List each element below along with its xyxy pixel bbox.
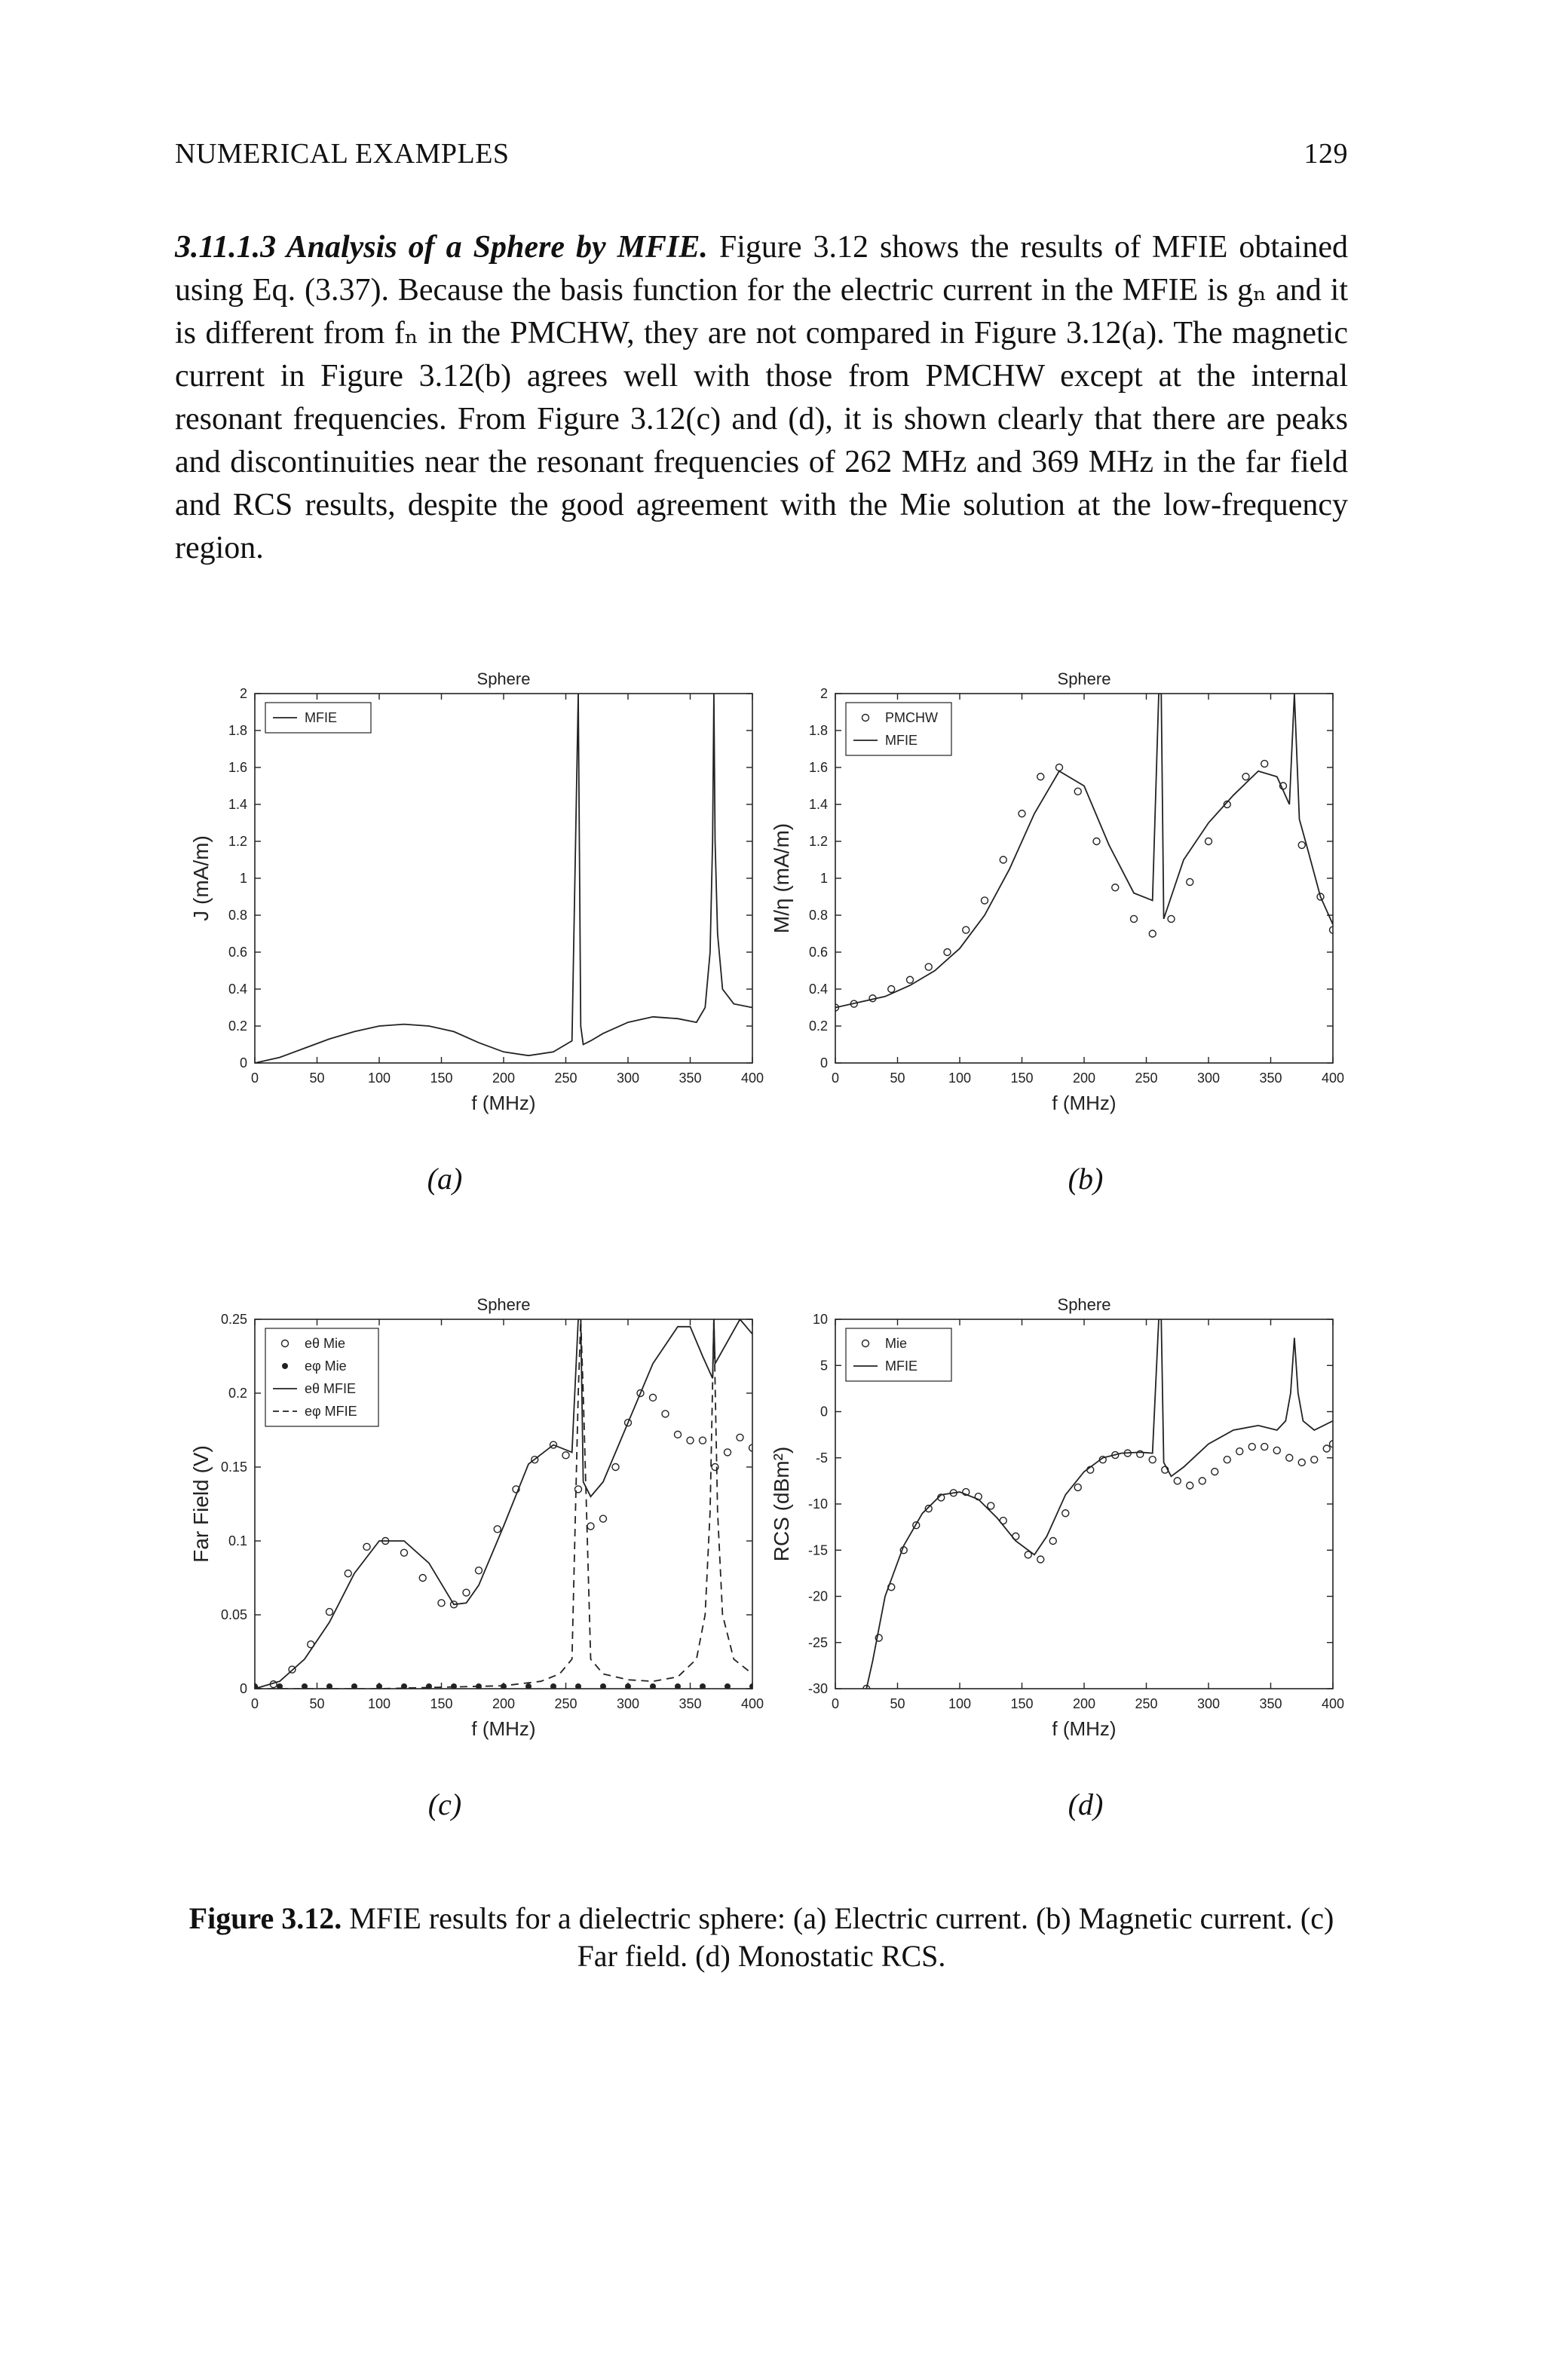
chart-title: Sphere xyxy=(1057,1295,1111,1314)
data-point xyxy=(1074,788,1081,795)
data-point xyxy=(625,1683,631,1689)
data-point xyxy=(302,1683,308,1689)
x-tick-label: 400 xyxy=(740,1071,764,1086)
data-point xyxy=(1062,1510,1069,1517)
x-tick-label: 250 xyxy=(554,1696,577,1711)
data-point xyxy=(612,1464,619,1471)
data-point xyxy=(463,1589,470,1596)
y-tick-label: 5 xyxy=(819,1358,828,1374)
x-tick-label: 100 xyxy=(948,1071,972,1086)
data-point xyxy=(1323,1445,1330,1452)
data-point xyxy=(476,1683,482,1689)
data-point xyxy=(550,1683,556,1689)
data-point xyxy=(888,986,895,993)
x-tick-label: 400 xyxy=(1321,1696,1345,1711)
y-tick-label: 0.25 xyxy=(220,1312,247,1327)
data-point xyxy=(737,1434,743,1441)
data-point xyxy=(675,1683,681,1689)
chart-c xyxy=(188,1289,777,1787)
legend-label: eφ MFIE xyxy=(305,1404,357,1419)
y-tick-label: 2 xyxy=(819,686,828,701)
legend xyxy=(265,703,371,733)
y-tick-label: -25 xyxy=(807,1634,828,1650)
data-point xyxy=(525,1683,532,1689)
panel-label-b: (b) xyxy=(1068,1162,1104,1196)
data-point xyxy=(308,1641,314,1648)
data-point xyxy=(650,1683,656,1689)
legend-label: PMCHW xyxy=(885,710,938,725)
y-tick-label: 0.8 xyxy=(228,908,247,923)
caption-lead: Figure 3.12. xyxy=(188,1901,342,1935)
x-tick-label: 50 xyxy=(890,1696,905,1711)
x-tick-label: 200 xyxy=(1072,1071,1096,1086)
data-point xyxy=(749,1683,755,1689)
data-point xyxy=(988,1502,994,1509)
y-tick-label: 0.6 xyxy=(228,945,247,960)
data-point xyxy=(1205,838,1212,845)
y-tick-label: 10 xyxy=(812,1312,828,1327)
data-point xyxy=(1236,1448,1243,1455)
body-paragraph xyxy=(175,226,1348,570)
figure-panel-b xyxy=(769,663,1357,1161)
y-tick-label: 1.8 xyxy=(228,723,247,738)
data-point xyxy=(1261,1444,1268,1450)
data-point xyxy=(426,1683,432,1689)
data-point xyxy=(1298,841,1305,848)
legend xyxy=(846,1328,951,1381)
x-tick-label: 300 xyxy=(1196,1071,1221,1086)
data-point xyxy=(1286,1454,1293,1461)
data-point xyxy=(944,949,951,956)
y-axis-label: M/η (mA/m) xyxy=(770,822,793,934)
data-point xyxy=(419,1575,426,1582)
data-point xyxy=(1174,1478,1181,1484)
x-axis-label: f (MHz) xyxy=(1052,1717,1117,1740)
data-point xyxy=(1037,1556,1044,1563)
data-point xyxy=(963,927,970,933)
x-tick-label: 200 xyxy=(1072,1696,1096,1711)
plot-frame xyxy=(255,694,752,1063)
y-tick-label: 1.2 xyxy=(808,834,828,849)
page-header xyxy=(175,137,1348,175)
x-tick-label: 350 xyxy=(679,1071,702,1086)
y-tick-label: 1.4 xyxy=(228,797,247,812)
data-point xyxy=(476,1567,482,1574)
chart-title: Sphere xyxy=(476,1295,531,1314)
x-tick-label: 400 xyxy=(1321,1071,1345,1086)
x-tick-label: 350 xyxy=(1259,1071,1282,1086)
data-point xyxy=(1056,764,1063,771)
data-point xyxy=(1112,884,1119,891)
data-point xyxy=(277,1683,283,1689)
panel-label-a: (a) xyxy=(427,1162,463,1196)
data-point xyxy=(494,1526,501,1533)
y-tick-label: 0.1 xyxy=(228,1533,247,1548)
y-tick-label: -30 xyxy=(807,1681,828,1696)
x-tick-label: 250 xyxy=(1135,1071,1158,1086)
data-point xyxy=(1149,930,1156,937)
data-point xyxy=(587,1523,594,1530)
x-tick-label: 300 xyxy=(616,1696,640,1711)
data-point xyxy=(600,1683,606,1689)
data-point xyxy=(1187,1482,1193,1489)
chart-b xyxy=(769,663,1357,1161)
figure-panel-a xyxy=(188,663,777,1161)
legend xyxy=(846,703,951,755)
y-tick-label: 0 xyxy=(819,1055,828,1071)
data-point xyxy=(1298,1459,1305,1466)
y-tick-label: 0.2 xyxy=(228,1018,247,1034)
data-point xyxy=(1261,761,1268,767)
y-tick-label: -15 xyxy=(807,1542,828,1558)
panel-label-c: (c) xyxy=(427,1787,462,1821)
data-point xyxy=(252,1683,258,1689)
chart-a xyxy=(188,663,777,1161)
data-point xyxy=(925,963,932,970)
y-tick-label: 0.8 xyxy=(808,908,828,923)
data-point xyxy=(1000,856,1006,863)
y-tick-label: -10 xyxy=(807,1496,828,1512)
x-tick-label: 100 xyxy=(367,1071,391,1086)
legend xyxy=(265,1328,378,1426)
data-point xyxy=(700,1437,706,1444)
data-point xyxy=(363,1543,370,1550)
x-tick-label: 200 xyxy=(492,1696,516,1711)
y-tick-label: 0.2 xyxy=(808,1018,828,1034)
series-group xyxy=(255,694,752,1063)
x-tick-label: 50 xyxy=(890,1071,905,1086)
page-number: 129 xyxy=(1304,138,1348,170)
x-tick-label: 150 xyxy=(430,1071,453,1086)
x-tick-label: 0 xyxy=(831,1071,840,1086)
data-point xyxy=(1037,773,1044,780)
y-tick-label: 0.2 xyxy=(228,1386,247,1401)
data-point xyxy=(438,1600,445,1607)
data-point xyxy=(1000,1518,1006,1524)
data-point xyxy=(712,1464,718,1471)
y-tick-label: 2 xyxy=(239,686,247,701)
data-point xyxy=(1273,1447,1280,1453)
x-tick-label: 100 xyxy=(367,1696,391,1711)
data-point xyxy=(1224,1456,1230,1463)
y-tick-label: 0.15 xyxy=(220,1460,247,1475)
y-tick-label: 1.4 xyxy=(808,797,828,812)
y-axis-label: RCS (dBm²) xyxy=(770,1446,793,1562)
x-tick-label: 300 xyxy=(616,1071,640,1086)
y-tick-label: 1.6 xyxy=(808,760,828,775)
x-tick-label: 250 xyxy=(554,1071,577,1086)
y-tick-label: 0 xyxy=(239,1055,247,1071)
x-tick-label: 350 xyxy=(1259,1696,1282,1711)
section-text: Figure 3.12 shows the results of MFIE obtained using Eq. (3.37). Because the basis function for the electric current in the MFIE is gₙ and it is different from fₙ in the PMCHW, they are not compared in Figure 3.12(a). The magnetic current in Figure 3.12(b) agrees well with those from PMCHW except at the internal resonant frequencies. From Figure 3.12(c) and (d), it is shown clearly that there are peaks and discontinuities near the resonant frequencies of 262 MHz and 369 MHz in the far field and RCS results, despite the good agreement with the Mie solution at the low-frequency region. xyxy=(175,230,1348,565)
caption-text: MFIE results for a dielectric sphere: (a) Electric current. (b) Magnetic current. (c) Far field. (d) Monostatic RCS. xyxy=(342,1901,1334,1973)
legend-label: MFIE xyxy=(885,733,918,748)
x-tick-label: 250 xyxy=(1135,1696,1158,1711)
y-tick-label: -5 xyxy=(815,1450,828,1466)
data-point xyxy=(401,1683,407,1689)
data-point xyxy=(326,1683,332,1689)
chart-d xyxy=(769,1289,1357,1787)
data-point xyxy=(700,1683,706,1689)
x-tick-label: 50 xyxy=(309,1071,325,1086)
y-tick-label: 1 xyxy=(819,871,828,886)
x-axis-label: f (MHz) xyxy=(1052,1092,1117,1114)
y-tick-label: -20 xyxy=(807,1588,828,1604)
running-title: NUMERICAL EXAMPLES xyxy=(175,138,510,170)
data-point xyxy=(401,1549,408,1556)
data-point xyxy=(982,897,988,904)
legend-label: MFIE xyxy=(885,1358,918,1374)
data-point xyxy=(1012,1533,1019,1539)
y-axis-label: Far Field (V) xyxy=(189,1445,213,1563)
x-axis-label: f (MHz) xyxy=(471,1092,536,1114)
legend-label: Mie xyxy=(885,1336,908,1351)
data-point xyxy=(1187,878,1193,885)
x-tick-label: 100 xyxy=(948,1696,972,1711)
data-point xyxy=(326,1609,333,1616)
chart-title: Sphere xyxy=(476,669,531,688)
y-tick-label: 1.2 xyxy=(228,834,247,849)
y-tick-label: 0.4 xyxy=(228,982,247,997)
y-tick-label: 1.8 xyxy=(808,723,828,738)
data-point xyxy=(907,976,914,983)
data-point xyxy=(1074,1484,1081,1490)
y-tick-label: 0.6 xyxy=(808,945,828,960)
data-point xyxy=(675,1431,682,1438)
data-point xyxy=(1199,1478,1205,1484)
y-tick-label: 0 xyxy=(819,1404,828,1420)
data-point xyxy=(1019,810,1025,817)
data-point xyxy=(662,1411,669,1417)
data-point xyxy=(345,1570,351,1577)
data-point xyxy=(376,1683,382,1689)
x-tick-label: 300 xyxy=(1196,1696,1221,1711)
x-tick-label: 0 xyxy=(250,1071,259,1086)
section-heading: 3.11.1.3 Analysis of a Sphere by MFIE. xyxy=(175,230,708,265)
x-tick-label: 200 xyxy=(492,1071,516,1086)
data-point xyxy=(725,1449,731,1456)
y-tick-label: 1.6 xyxy=(228,760,247,775)
x-tick-label: 150 xyxy=(1010,1696,1034,1711)
data-point xyxy=(1242,773,1249,780)
y-tick-label: 0.05 xyxy=(220,1607,247,1622)
legend-label: MFIE xyxy=(305,710,337,725)
x-tick-label: 150 xyxy=(1010,1071,1034,1086)
x-tick-label: 0 xyxy=(250,1696,259,1711)
data-point xyxy=(600,1515,607,1522)
data-point xyxy=(1168,915,1175,922)
data-point xyxy=(687,1437,694,1444)
data-point xyxy=(1131,915,1138,922)
data-point xyxy=(650,1394,657,1401)
x-tick-label: 350 xyxy=(679,1696,702,1711)
legend-label: eθ Mie xyxy=(305,1336,346,1351)
y-axis-label: J (mA/m) xyxy=(189,835,213,921)
series-line-solid xyxy=(255,694,752,1063)
figure-panel-d xyxy=(769,1289,1357,1787)
figure-panel-c xyxy=(188,1289,777,1787)
data-point xyxy=(1212,1469,1218,1475)
data-point xyxy=(725,1683,731,1689)
data-point xyxy=(351,1683,357,1689)
data-point xyxy=(1248,1444,1255,1450)
x-tick-label: 0 xyxy=(831,1696,840,1711)
data-point xyxy=(1093,838,1100,845)
chart-title: Sphere xyxy=(1057,669,1111,688)
x-tick-label: 150 xyxy=(430,1696,453,1711)
data-point xyxy=(562,1452,569,1459)
panel-label-d: (d) xyxy=(1068,1787,1104,1821)
y-tick-label: 0.4 xyxy=(808,982,828,997)
data-point xyxy=(1049,1538,1056,1545)
x-tick-label: 50 xyxy=(309,1696,325,1711)
legend-label: eθ MFIE xyxy=(305,1381,357,1396)
data-point xyxy=(1149,1456,1156,1463)
legend-swatch xyxy=(282,1363,288,1369)
data-point xyxy=(451,1683,457,1689)
data-point xyxy=(1025,1551,1031,1558)
data-point xyxy=(1311,1456,1318,1463)
x-tick-label: 400 xyxy=(740,1696,764,1711)
x-axis-label: f (MHz) xyxy=(471,1717,536,1740)
y-tick-label: 1 xyxy=(239,871,247,886)
legend-label: eφ Mie xyxy=(305,1358,347,1374)
data-point xyxy=(501,1683,507,1689)
data-point xyxy=(575,1683,581,1689)
figure-caption xyxy=(175,1900,1348,1975)
y-tick-label: 0 xyxy=(239,1681,247,1696)
